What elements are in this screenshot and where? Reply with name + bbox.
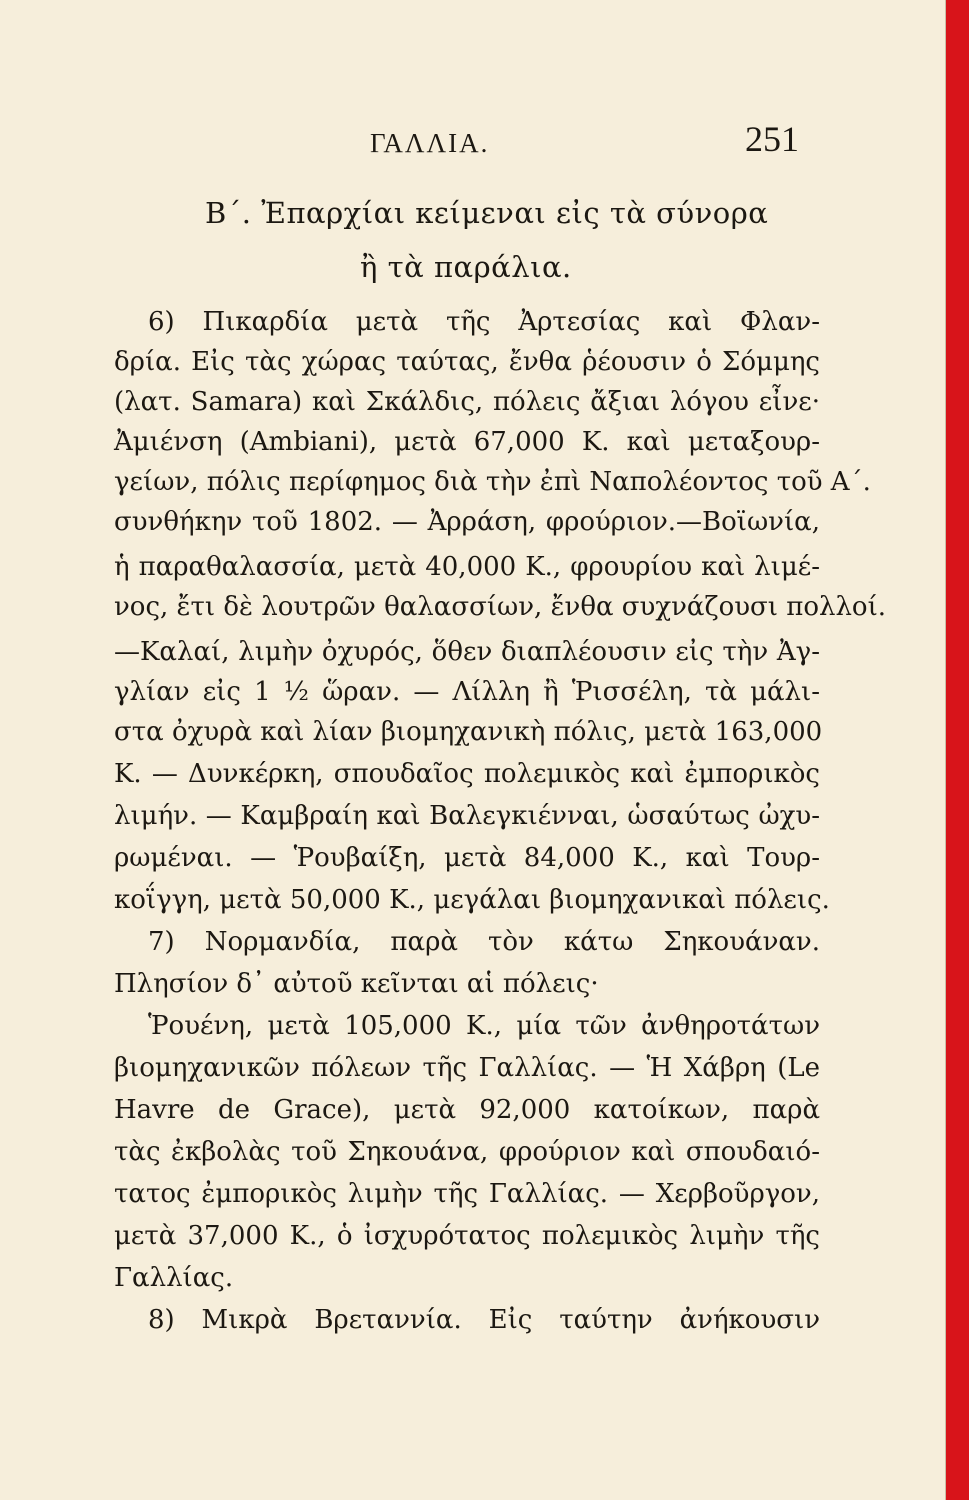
body-line-24: Γαλλίας.	[114, 1263, 234, 1293]
body-line-17: Πλησίον δ᾽ αὐτοῦ κεῖνται αἱ πόλεις·	[114, 969, 599, 999]
body-line-23: μετὰ 37,000 Κ., ὁ ἰσχυρότατος πολεμικὸς λιμὴν τῆς	[114, 1221, 820, 1251]
body-line-22: τατος ἐμπορικὸς λιμὴν τῆς Γαλλίας. — Χερβοῦργον,	[114, 1179, 820, 1209]
body-line-18: Ῥουένη, μετὰ 105,000 Κ., μία τῶν ἀνθηροτάτων	[148, 1011, 820, 1041]
body-line-9: —Καλαί, λιμὴν ὀχυρός, ὅθεν διαπλέουσιν εἰς τὴν Ἀγ-	[114, 637, 820, 667]
body-line-21: τὰς ἐκβολὰς τοῦ Σηκουάνα, φρούριον καὶ σπουδαιό-	[114, 1137, 820, 1167]
body-line-11: στα ὀχυρὰ καὶ λίαν βιομηχανικὴ πόλις, μετὰ 163,000	[114, 717, 823, 747]
body-line-5: γείων, πόλις περίφημος διὰ τὴν ἐπὶ Ναπολέοντος τοῦ Α΄.	[114, 467, 871, 497]
section-heading-line-1: Β΄. Ἐπαρχίαι κείμεναι εἰς τὰ σύνορα	[205, 196, 769, 230]
body-line-12: Κ. — Δυνκέρκη, σπουδαῖος πολεμικὸς καὶ ἐμπορικὸς	[114, 759, 820, 789]
running-title: ΓΑΛΛΙΑ.	[370, 128, 490, 158]
body-line-20: Havre de Grace), μετὰ 92,000 κατοίκων, παρὰ	[114, 1095, 820, 1125]
body-line-7: ἡ παραθαλασσία, μετὰ 40,000 Κ., φρουρίου καὶ λιμέ-	[114, 552, 820, 582]
body-line-1: 6) Πικαρδία μετὰ τῆς Ἀρτεσίας καὶ Φλαν-	[148, 307, 820, 337]
body-line-13: λιμήν. — Καμβραίη καὶ Βαλεγκιένναι, ὡσαύτως ὠχυ-	[114, 801, 820, 831]
body-line-6: συνθήκην τοῦ 1802. — Ἀρράση, φρούριον.—Βοϊωνία,	[114, 507, 820, 537]
body-line-25: 8) Μικρὰ Βρεταννία. Εἰς ταύτην ἀνήκουσιν	[148, 1305, 820, 1335]
body-line-15: κοΐγγη, μετὰ 50,000 Κ., μεγάλαι βιομηχανικαὶ πόλεις.	[114, 885, 830, 915]
body-line-2: δρία. Εἰς τὰς χώρας ταύτας, ἔνθα ῥέουσιν ὁ Σόμμης	[114, 347, 820, 377]
body-line-3: (λατ. Samara) καὶ Σκάλδις, πόλεις ἄξιαι λόγου εἶνε·	[114, 387, 820, 417]
body-line-10: γλίαν εἰς 1 ½ ὥραν. — Λίλλη ἢ Ῥισσέλη, τὰ μάλι-	[114, 677, 820, 707]
section-heading-line-2: ἢ τὰ παράλια.	[360, 250, 572, 284]
body-line-4: Ἀμιένση (Ambiani), μετὰ 67,000 Κ. καὶ μεταξουρ-	[114, 427, 820, 457]
body-line-19: βιομηχανικῶν πόλεων τῆς Γαλλίας. — Ἡ Χάβρη (Le	[114, 1053, 820, 1083]
body-line-8: νος, ἔτι δὲ λουτρῶν θαλασσίων, ἔνθα συχνάζουσι πολλοί.	[114, 592, 887, 622]
page-number: 251	[745, 119, 799, 159]
body-line-16: 7) Νορμανδία, παρὰ τὸν κάτω Σηκουάναν.	[148, 927, 820, 957]
body-line-14: ρωμέναι. — Ῥουβαίξη, μετὰ 84,000 Κ., καὶ Τουρ-	[114, 843, 820, 873]
